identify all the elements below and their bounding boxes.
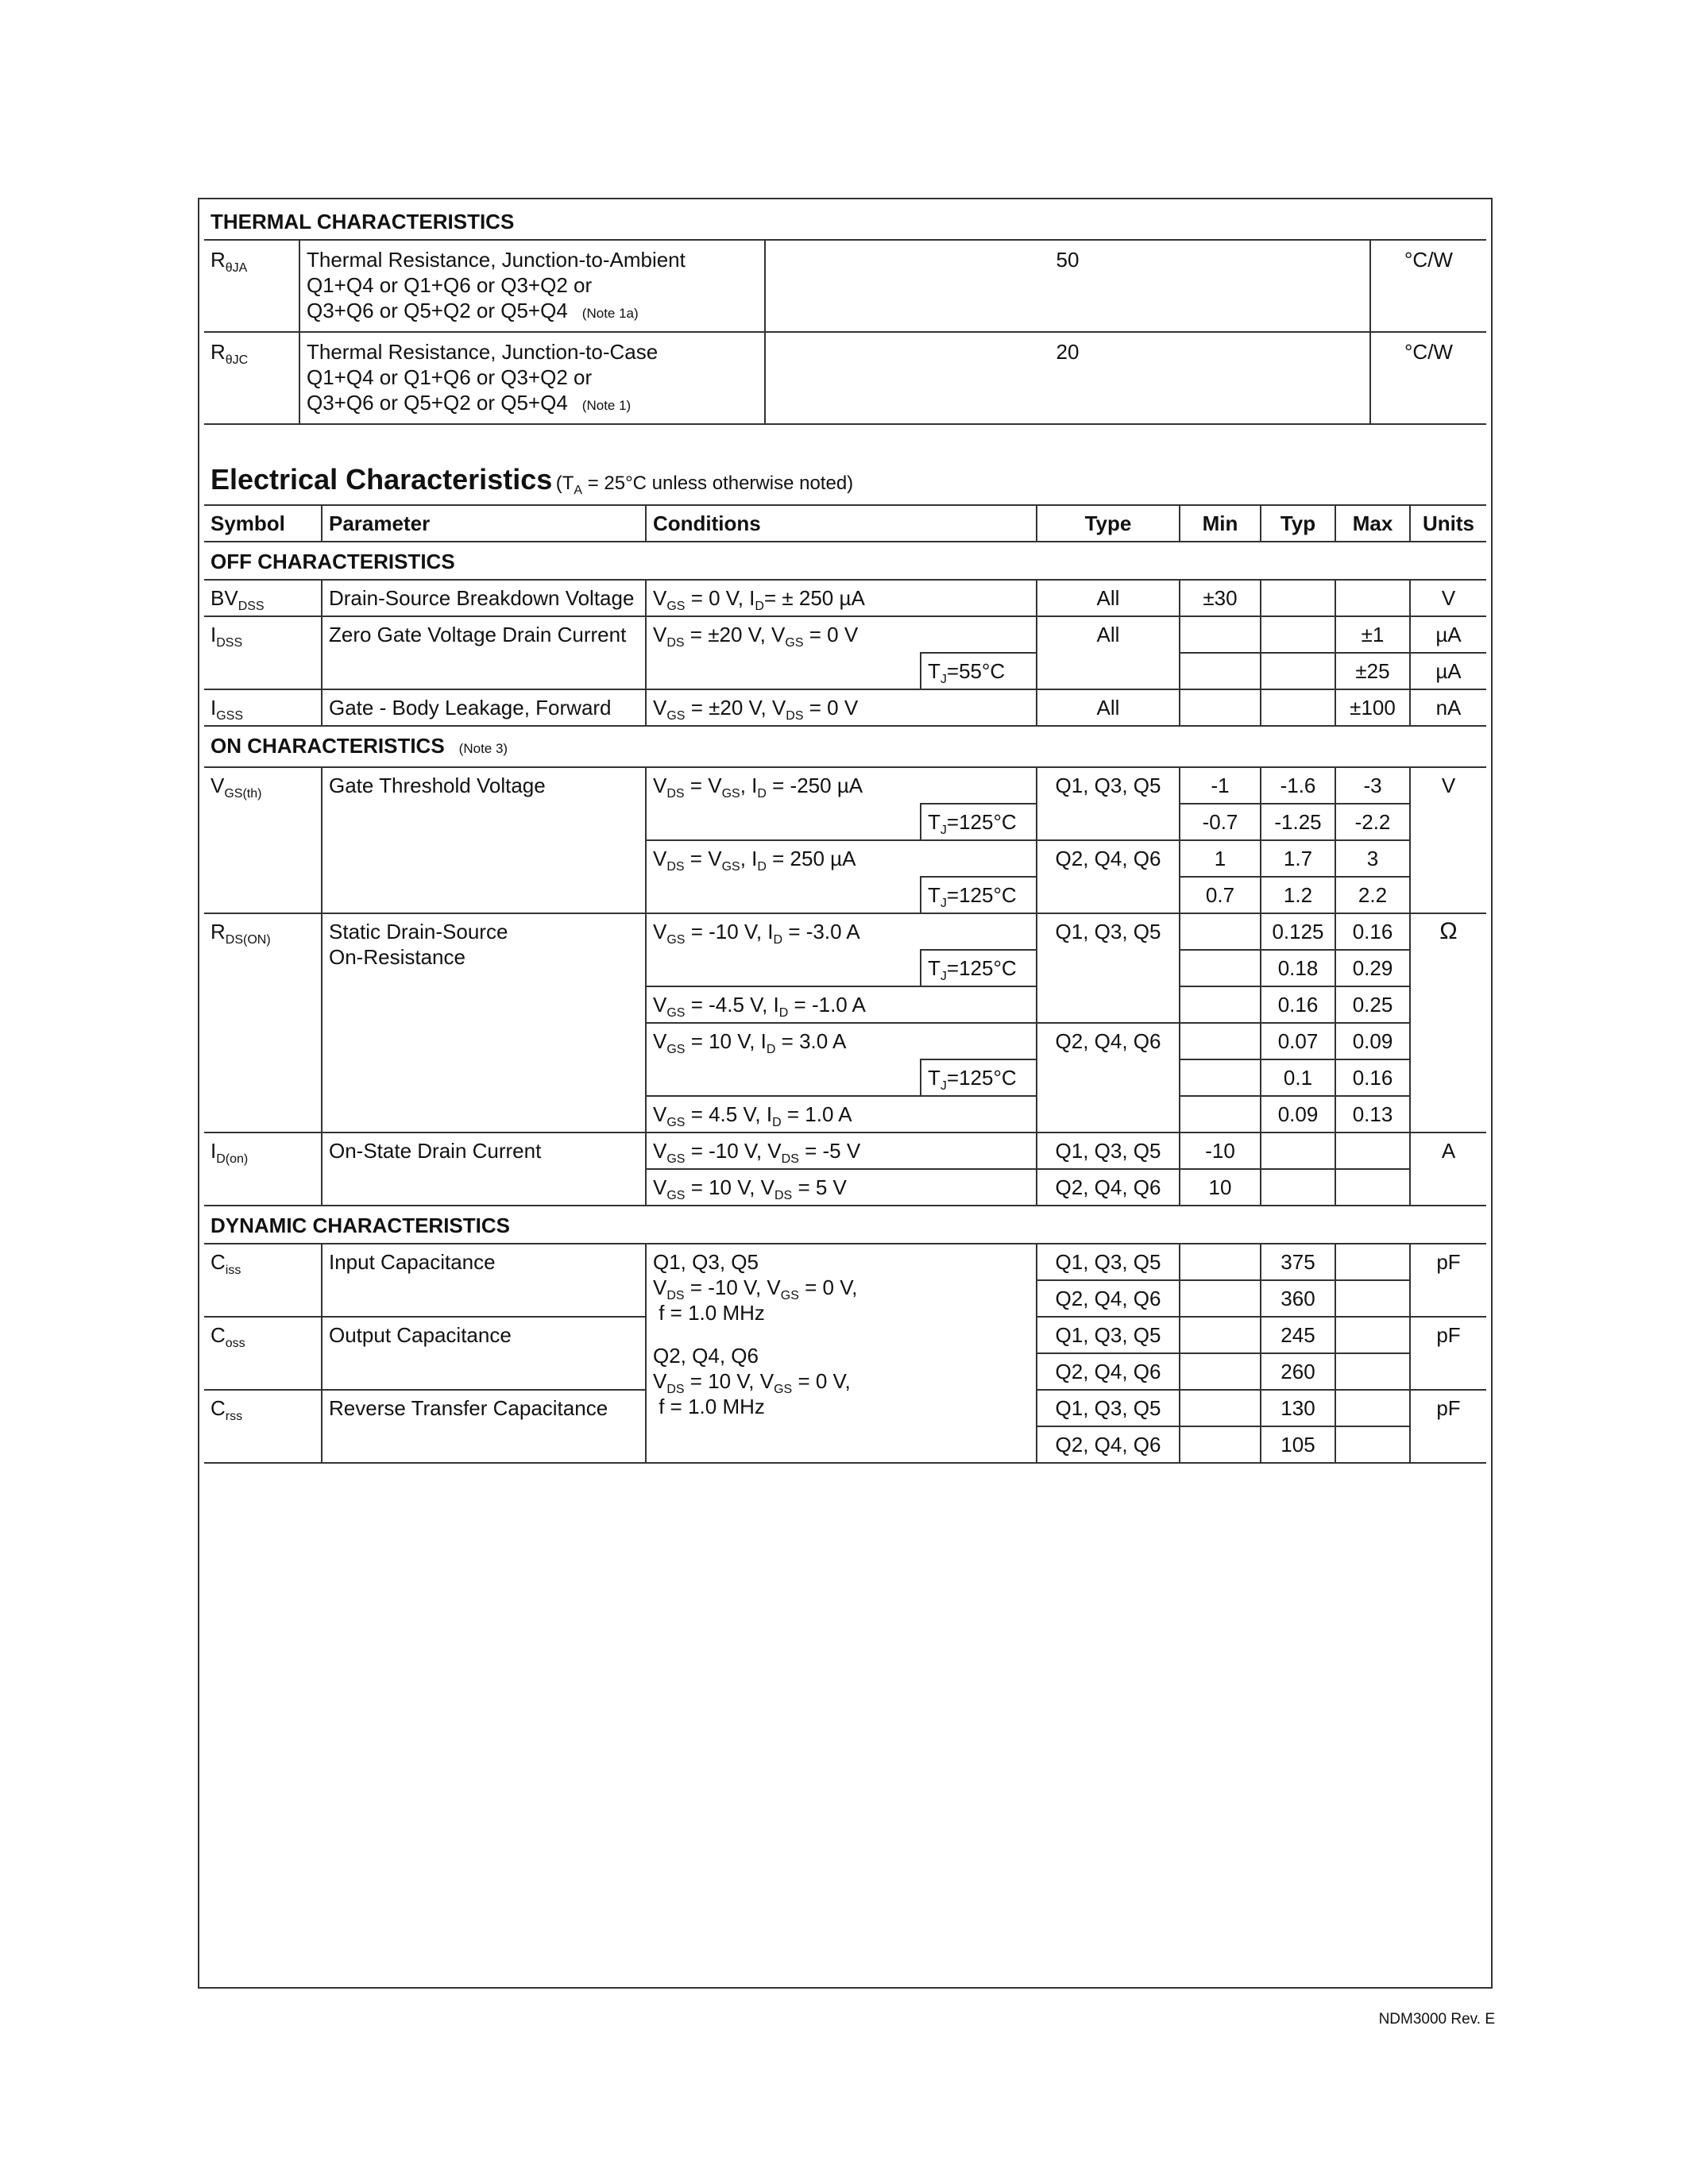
table-row: Q2, Q4, Q6 105 [204, 1426, 1486, 1463]
page-frame [198, 198, 1493, 1989]
parameter: Thermal Resistance, Junction-to-Ambient Q1+Q4 or Q1+Q6 or Q3+Q2 or Q3+Q6 or Q5+Q2 or Q5+Q4 (Note 1a) [299, 240, 765, 332]
table-row: $V_{GS} = 10$ V, $V_{DS} = 5$ V Q2, Q4, Q6 10 [204, 1169, 1486, 1206]
table-row: $V_{DS} = V_{GS}$, $I_D = 250$ µA Q2, Q4, Q6 1 1.7 3 [204, 840, 1486, 877]
table-row: $V_{GS} = -4.5$ V, $I_D = -1.0$ A 0.16 0.25 [204, 986, 1486, 1023]
table-row: $C_{iss}$ Input Capacitance Q1, Q3, Q5 $V_{DS} = -10$ V, $V_{GS} = 0$ V, f = 1.0 MHz Q2, Q4, Q6 $V_{DS} = 10$ V, $V_{GS} = 0$ V, f = 1.0 MHz Q1, Q3, Q5 375 pF [204, 1244, 1486, 1280]
table-row: $T_J=55^\circ C$ ±25 µA [204, 653, 1486, 689]
on-heading: ON CHARACTERISTICS (Note 3) [211, 734, 508, 758]
table-row: $C_{oss}$ Output Capacitance Q1, Q3, Q5 245 pF [204, 1317, 1486, 1353]
parameter: Thermal Resistance, Junction-to-Case Q1+Q4 or Q1+Q6 or Q3+Q2 or Q3+Q6 or Q5+Q2 or Q5+Q4 (Note 1) [299, 332, 765, 424]
dynamic-heading: DYNAMIC CHARACTERISTICS [211, 1214, 510, 1237]
table-row: $T_J=125^\circ C$ 0.7 1.2 2.2 [204, 877, 1486, 913]
table-row: $I_{D(on)}$ On-State Drain Current $V_{GS} = -10$ V, $V_{DS} = -5$ V Q1, Q3, Q5 -10 A [204, 1133, 1486, 1169]
header-row [204, 505, 1486, 542]
value: 20 [765, 332, 1370, 424]
symbol: $R_{\theta JC}$ [211, 340, 249, 367]
off-heading: OFF CHARACTERISTICS [211, 550, 455, 573]
thermal-row [204, 240, 1486, 332]
thermal-heading: THERMAL CHARACTERISTICS [211, 210, 515, 233]
thermal-table [204, 203, 1486, 425]
electrical-table [204, 504, 1486, 1464]
header-conditions: Conditions [646, 505, 1037, 542]
symbol: $R_{\theta JA}$ [211, 248, 248, 275]
header-max: Max [1335, 505, 1410, 542]
table-row: $T_J=125^\circ C$ 0.18 0.29 [204, 950, 1486, 986]
header-parameter: Parameter [322, 505, 646, 542]
dynamic-conditions: Q1, Q3, Q5 $V_{DS} = -10$ V, $V_{GS} = 0$ V, f = 1.0 MHz Q2, Q4, Q6 $V_{DS} = 10$ V, $V_{GS} = 0$ V, f = 1.0 MHz [646, 1244, 1037, 1463]
header-min: Min [1180, 505, 1261, 542]
thermal-row [204, 332, 1486, 424]
table-row: Q2, Q4, Q6 360 [204, 1280, 1486, 1317]
electrical-title: Electrical Characteristics ($T_A = 25^\circ C$ unless otherwise noted) [211, 463, 854, 497]
table-row: Q2, Q4, Q6 260 [204, 1353, 1486, 1390]
table-row: $V_{GS(th)}$ Gate Threshold Voltage $V_{DS} = V_{GS}$, $I_D = -250$ µA Q1, Q3, Q5 -1 -1.6 -3 V [204, 767, 1486, 804]
table-row: $T_J=125^\circ C$ 0.1 0.16 [204, 1059, 1486, 1096]
header-units: Units [1410, 505, 1486, 542]
table-row: $V_{GS} = 4.5$ V, $I_D = 1.0$ A 0.09 0.13 [204, 1096, 1486, 1133]
footer-revision: NDM3000 Rev. E [1378, 2011, 1495, 2028]
value: 50 [765, 240, 1370, 332]
units: °C/W [1370, 332, 1486, 424]
table-row: $C_{rss}$ Reverse Transfer Capacitance Q1, Q3, Q5 130 pF [204, 1390, 1486, 1426]
header-symbol: Symbol [211, 511, 285, 535]
header-type: Type [1037, 505, 1180, 542]
table-row: $V_{GS} = 10$ V, $I_D = 3.0$ A Q2, Q4, Q6 0.07 0.09 [204, 1023, 1486, 1059]
table-row: $BV_{DSS}$ Drain-Source Breakdown Voltage $V_{GS} = 0$ V, $I_D= \pm 250$ µA All ±30 V [204, 580, 1486, 616]
table-row: $T_J=125^\circ C$ -0.7 -1.25 -2.2 [204, 804, 1486, 840]
table-row: $I_{DSS}$ Zero Gate Voltage Drain Current $V_{DS} = \pm 20$ V, $V_{GS} = 0$ V All ±1 µA [204, 616, 1486, 653]
table-row: $I_{GSS}$ Gate - Body Leakage, Forward $V_{GS} = \pm 20$ V, $V_{DS} = 0$ V All ±100 nA [204, 689, 1486, 726]
table-row: $R_{DS(ON)}$ Static Drain-Source On-Resistance $V_{GS} = -10$ V, $I_D = -3.0$ A Q1, Q3, Q5 0.125 0.16 Ω [204, 913, 1486, 950]
header-typ: Typ [1261, 505, 1335, 542]
units: °C/W [1370, 240, 1486, 332]
